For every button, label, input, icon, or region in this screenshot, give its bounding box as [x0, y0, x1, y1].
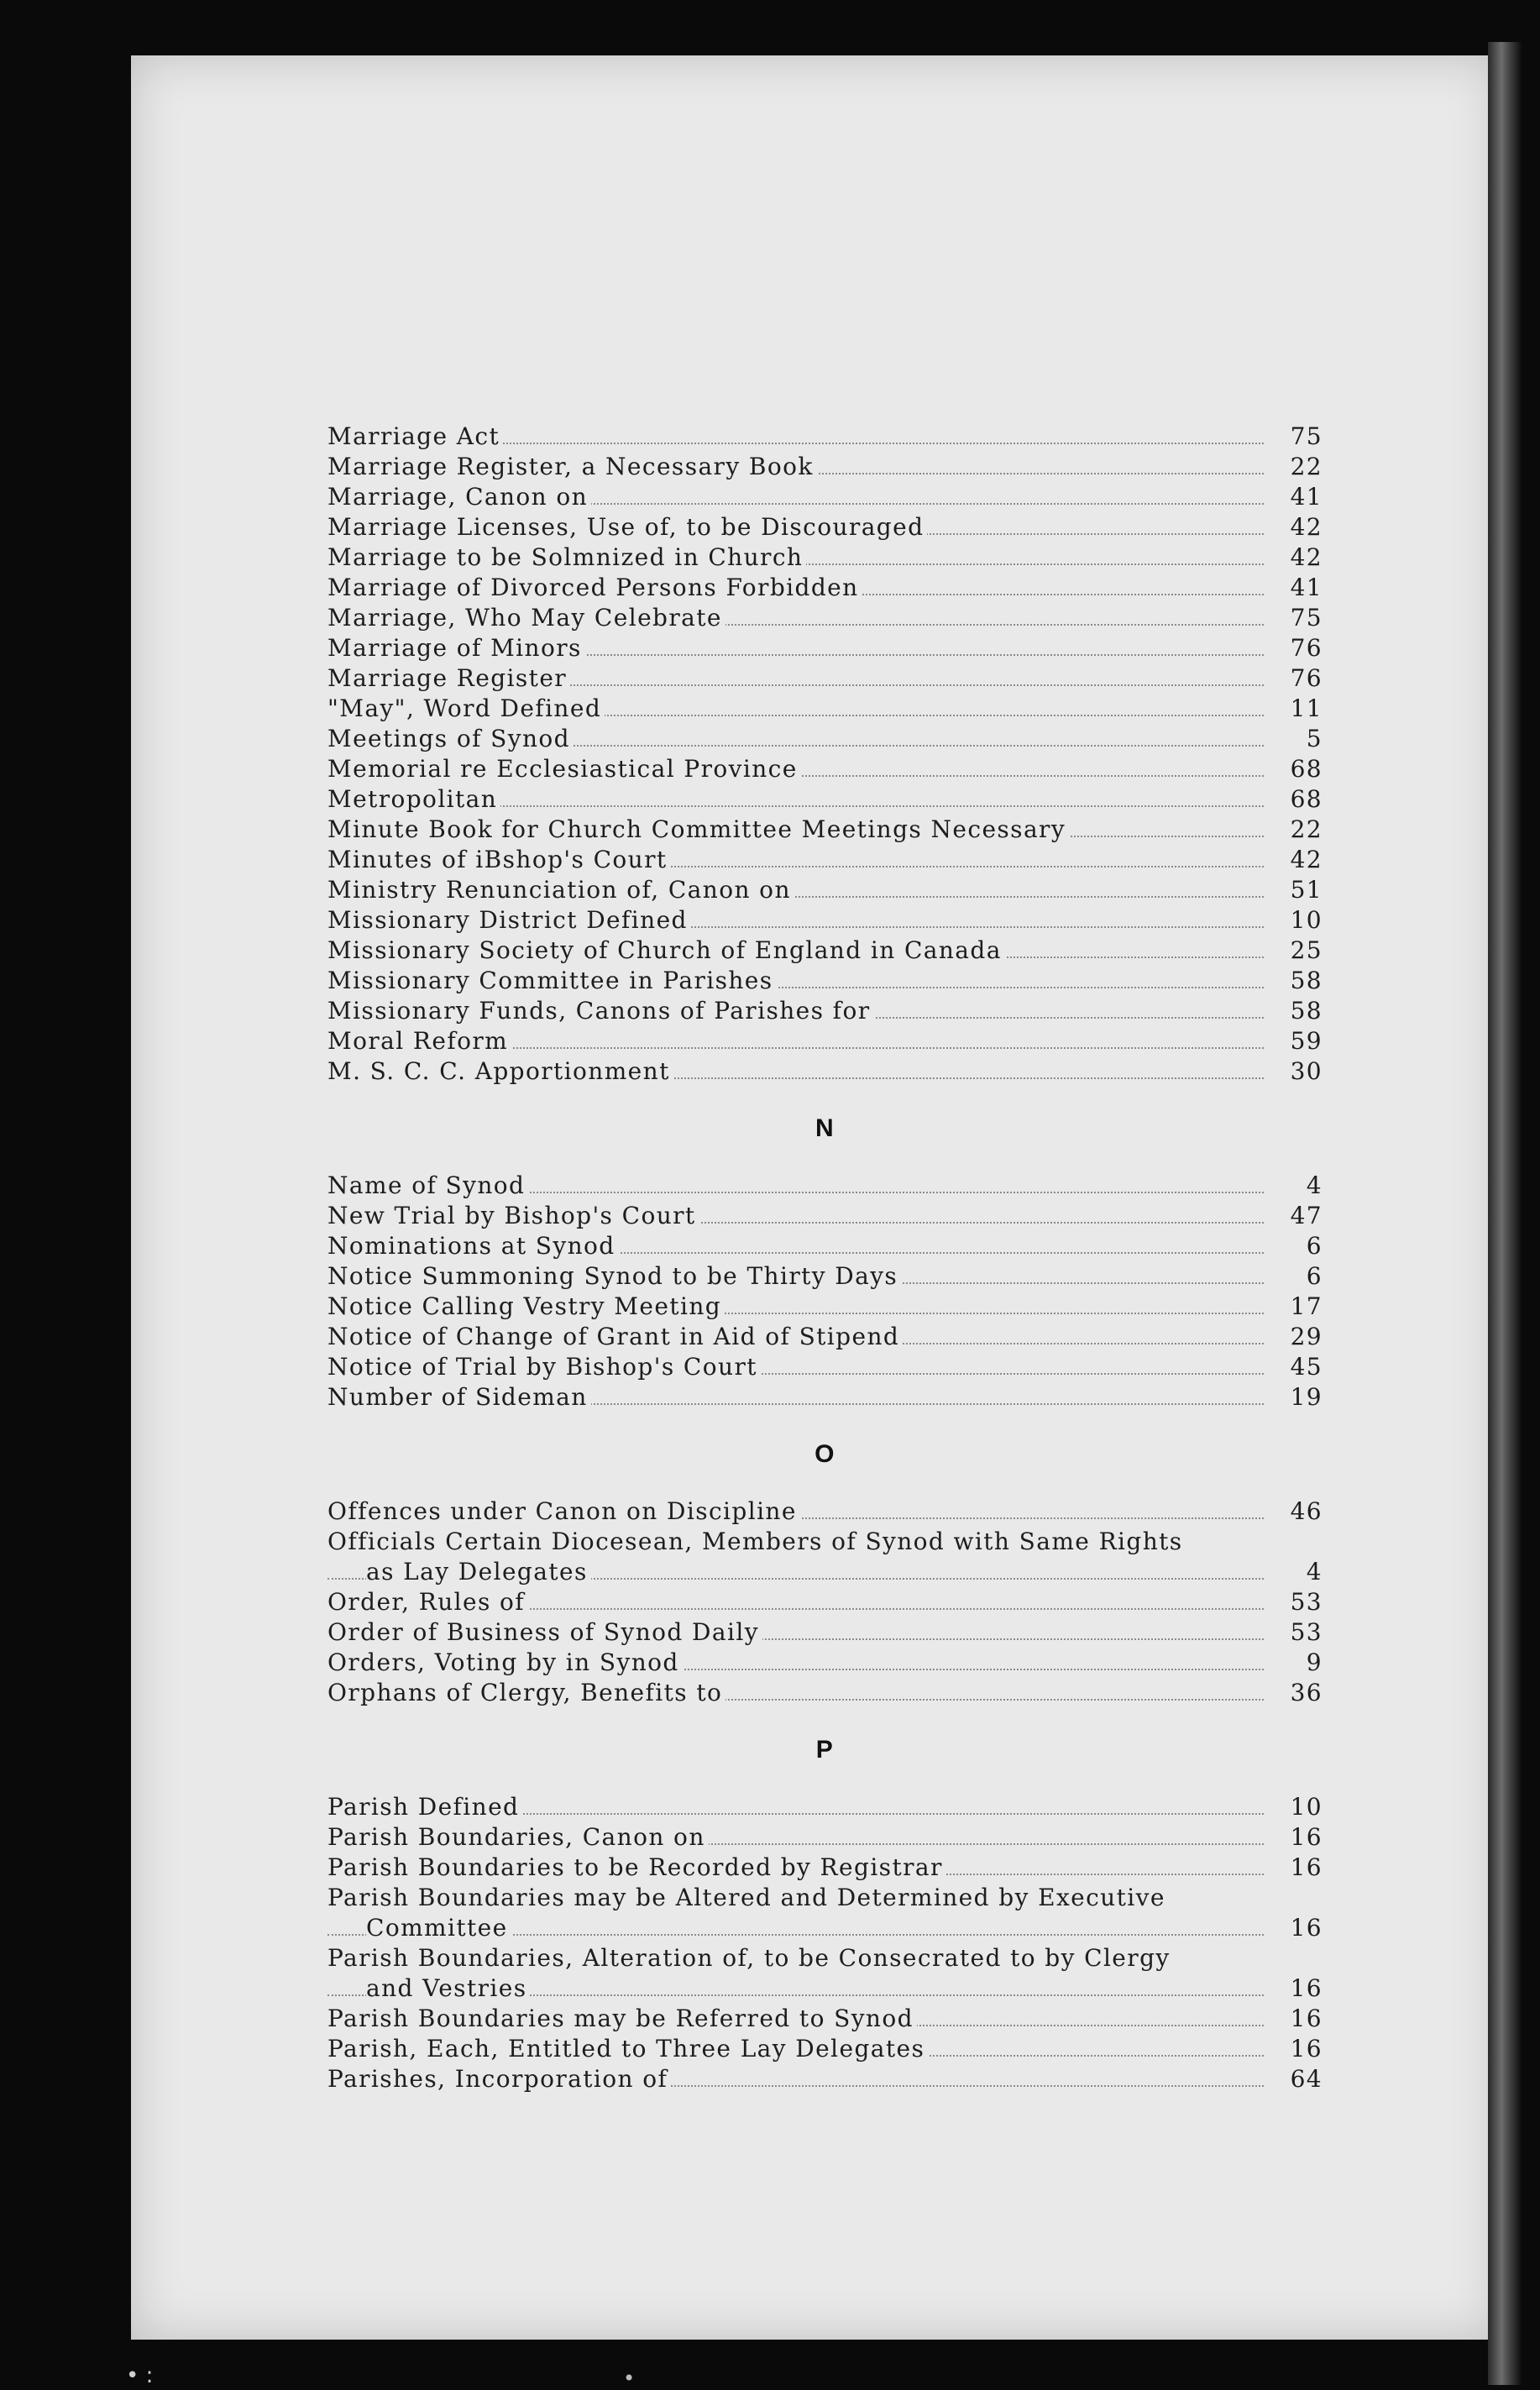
index-entry — [327, 1496, 1323, 1527]
entry-page-number: 22 — [1272, 452, 1323, 482]
entry-page-number: 6 — [1272, 1261, 1323, 1292]
entry-title: Notice Summoning Synod to be Thirty Days — [327, 1262, 901, 1290]
entry-title: Number of Sideman — [327, 1383, 591, 1411]
entry-page-number: 16 — [1272, 1822, 1323, 1853]
entry-title: "May", Word Defined — [327, 694, 605, 722]
entry-title: Offences under Canon on Discipline — [327, 1497, 800, 1525]
index-entry — [327, 1201, 1323, 1231]
index-entry — [327, 1056, 1323, 1087]
index-entry — [327, 875, 1323, 905]
entry-title: Marriage Act — [327, 422, 503, 450]
index-entry — [327, 936, 1323, 966]
entry-title: Officials Certain Diocesean, Members of Synod with Same Rights — [327, 1528, 1186, 1555]
index-entry — [327, 815, 1323, 845]
section-letter-n: N — [815, 1114, 835, 1142]
entry-title: Minute Book for Church Committee Meetings Necessary — [327, 815, 1069, 843]
entry-title-continuation: and Vestries — [366, 1974, 530, 2002]
entry-title: Parish Boundaries, Canon on — [327, 1823, 709, 1851]
entry-page-number: 58 — [1272, 996, 1323, 1026]
entry-page-number: 75 — [1272, 422, 1323, 452]
index-entry — [327, 573, 1323, 603]
entry-page-number: 30 — [1272, 1056, 1323, 1087]
entry-title: Orders, Voting by in Synod — [327, 1648, 683, 1676]
index-entry — [327, 784, 1323, 815]
entry-page-number: 25 — [1272, 936, 1323, 966]
scan-artifact-mark: • : — [126, 2363, 154, 2388]
entry-title: Parishes, Incorporation of — [327, 2065, 671, 2093]
entry-title: Name of Synod — [327, 1171, 528, 1199]
index-entry — [327, 482, 1323, 512]
entry-title: Minutes of iBshop's Court — [327, 846, 671, 873]
index-entry — [327, 633, 1323, 663]
index-entry — [327, 1292, 1323, 1322]
entry-page-number: 17 — [1272, 1292, 1323, 1322]
entry-page-number: 6 — [1272, 1231, 1323, 1261]
entry-title: Marriage of Minors — [327, 634, 585, 662]
entry-page-number: 4 — [1272, 1557, 1323, 1587]
entry-page-number: 36 — [1272, 1678, 1323, 1708]
entry-page-number: 16 — [1272, 1973, 1323, 2004]
entry-title: Missionary Committee in Parishes — [327, 967, 777, 994]
entry-title: Marriage, Canon on — [327, 483, 591, 511]
index-entry — [327, 1943, 1323, 2004]
entry-page-number: 51 — [1272, 875, 1323, 905]
entry-title: Order, Rules of — [327, 1588, 528, 1616]
entry-title: Parish Boundaries may be Referred to Synod — [327, 2005, 917, 2032]
entry-title: New Trial by Bishop's Court — [327, 1202, 699, 1229]
index-entry — [327, 966, 1323, 996]
entry-title: Marriage Register — [327, 664, 570, 692]
index-entry — [327, 603, 1323, 633]
entry-title: Missionary Society of Church of England in Canada — [327, 936, 1005, 964]
index-entry — [327, 724, 1323, 754]
index-entry — [327, 1587, 1323, 1617]
index-entry — [327, 754, 1323, 784]
entry-title: Order of Business of Synod Daily — [327, 1618, 762, 1646]
entry-page-number: 16 — [1272, 1913, 1323, 1943]
index-entry — [327, 1322, 1323, 1352]
entry-title: Marriage Register, a Necessary Book — [327, 453, 817, 480]
entry-page-number: 45 — [1272, 1352, 1323, 1382]
index-entry — [327, 2064, 1323, 2094]
index-entry — [327, 1883, 1323, 1943]
index-entry — [327, 1792, 1323, 1822]
entry-title: Memorial re Ecclesiastical Province — [327, 755, 801, 783]
entry-page-number: 16 — [1272, 2004, 1323, 2034]
entry-page-number: 19 — [1272, 1382, 1323, 1413]
entry-title: Parish Boundaries may be Altered and Determined by Executive — [327, 1884, 1169, 1911]
entry-page-number: 9 — [1272, 1648, 1323, 1678]
entry-title: Notice of Change of Grant in Aid of Stipend — [327, 1323, 903, 1350]
entry-title: Notice of Trial by Bishop's Court — [327, 1353, 761, 1381]
index-entry — [327, 1617, 1323, 1648]
index-entry — [327, 1648, 1323, 1678]
index-entry — [327, 1527, 1323, 1587]
entry-title: Orphans of Clergy, Benefits to — [327, 1679, 725, 1706]
entry-title: M. S. C. C. Apportionment — [327, 1057, 673, 1085]
entry-page-number: 16 — [1272, 1853, 1323, 1883]
entry-title: Ministry Renunciation of, Canon on — [327, 876, 794, 904]
entry-title-continuation: as Lay Delegates — [366, 1558, 591, 1585]
index-entry — [327, 1171, 1323, 1201]
entry-page-number: 42 — [1272, 542, 1323, 573]
entry-page-number: 76 — [1272, 633, 1323, 663]
entry-page-number: 53 — [1272, 1587, 1323, 1617]
entry-title: Parish Defined — [327, 1793, 522, 1821]
entry-page-number: 47 — [1272, 1201, 1323, 1231]
entry-page-number: 64 — [1272, 2064, 1323, 2094]
index-entry — [327, 542, 1323, 573]
index-entry — [327, 905, 1323, 936]
entry-title: Notice Calling Vestry Meeting — [327, 1292, 725, 1320]
entry-page-number: 59 — [1272, 1026, 1323, 1056]
entry-page-number: 22 — [1272, 815, 1323, 845]
entry-title: Parish Boundaries, Alteration of, to be Consecrated to by Clergy — [327, 1944, 1174, 1972]
entry-title-continuation: Committee — [366, 1914, 511, 1942]
index-entry — [327, 1853, 1323, 1883]
entry-title: Parish Boundaries to be Recorded by Registrar — [327, 1853, 946, 1881]
index-list — [327, 422, 1323, 2094]
index-entry — [327, 2034, 1323, 2064]
entry-title: Marriage of Divorced Persons Forbidden — [327, 574, 862, 601]
entry-page-number: 11 — [1272, 694, 1323, 724]
entry-page-number: 29 — [1272, 1322, 1323, 1352]
entry-page-number: 10 — [1272, 905, 1323, 936]
entry-title: Marriage Licenses, Use of, to be Discouraged — [327, 513, 927, 541]
index-entry — [327, 663, 1323, 694]
index-entry — [327, 2004, 1323, 2034]
entry-page-number: 75 — [1272, 603, 1323, 633]
entry-page-number: 42 — [1272, 512, 1323, 542]
index-entry — [327, 1261, 1323, 1292]
index-entry — [327, 1026, 1323, 1056]
entry-page-number: 16 — [1272, 2034, 1323, 2064]
index-entry — [327, 512, 1323, 542]
facing-page-edge — [1488, 42, 1522, 2385]
entry-page-number: 10 — [1272, 1792, 1323, 1822]
entry-title: Parish, Each, Entitled to Three Lay Delegates — [327, 2035, 928, 2062]
index-entry — [327, 845, 1323, 875]
entry-page-number: 68 — [1272, 784, 1323, 815]
index-entry — [327, 452, 1323, 482]
entry-page-number: 68 — [1272, 754, 1323, 784]
entry-title: Metropolitan — [327, 785, 500, 813]
index-entry — [327, 1352, 1323, 1382]
entry-page-number: 4 — [1272, 1171, 1323, 1201]
index-entry — [327, 422, 1323, 452]
entry-page-number: 5 — [1272, 724, 1323, 754]
entry-title: Marriage, Who May Celebrate — [327, 604, 725, 632]
index-entry — [327, 996, 1323, 1026]
entry-page-number: 53 — [1272, 1617, 1323, 1648]
entry-page-number: 76 — [1272, 663, 1323, 694]
entry-page-number: 46 — [1272, 1496, 1323, 1527]
index-entry — [327, 1822, 1323, 1853]
index-entry — [327, 1678, 1323, 1708]
section-letter-p: P — [815, 1736, 835, 1764]
index-entry — [327, 1231, 1323, 1261]
entry-title: Moral Reform — [327, 1027, 511, 1055]
scan-artifact-dot: • — [623, 2366, 636, 2390]
entry-title: Missionary District Defined — [327, 906, 691, 934]
entry-page-number: 41 — [1272, 482, 1323, 512]
index-entry — [327, 1382, 1323, 1413]
entry-title: Meetings of Synod — [327, 725, 574, 752]
entry-title: Nominations at Synod — [327, 1232, 619, 1260]
entry-page-number: 41 — [1272, 573, 1323, 603]
entry-page-number: 58 — [1272, 966, 1323, 996]
entry-title: Marriage to be Solmnized in Church — [327, 543, 806, 571]
section-letter-o: O — [815, 1440, 835, 1468]
entry-title: Missionary Funds, Canons of Parishes for — [327, 997, 874, 1025]
index-entry — [327, 694, 1323, 724]
entry-page-number: 42 — [1272, 845, 1323, 875]
